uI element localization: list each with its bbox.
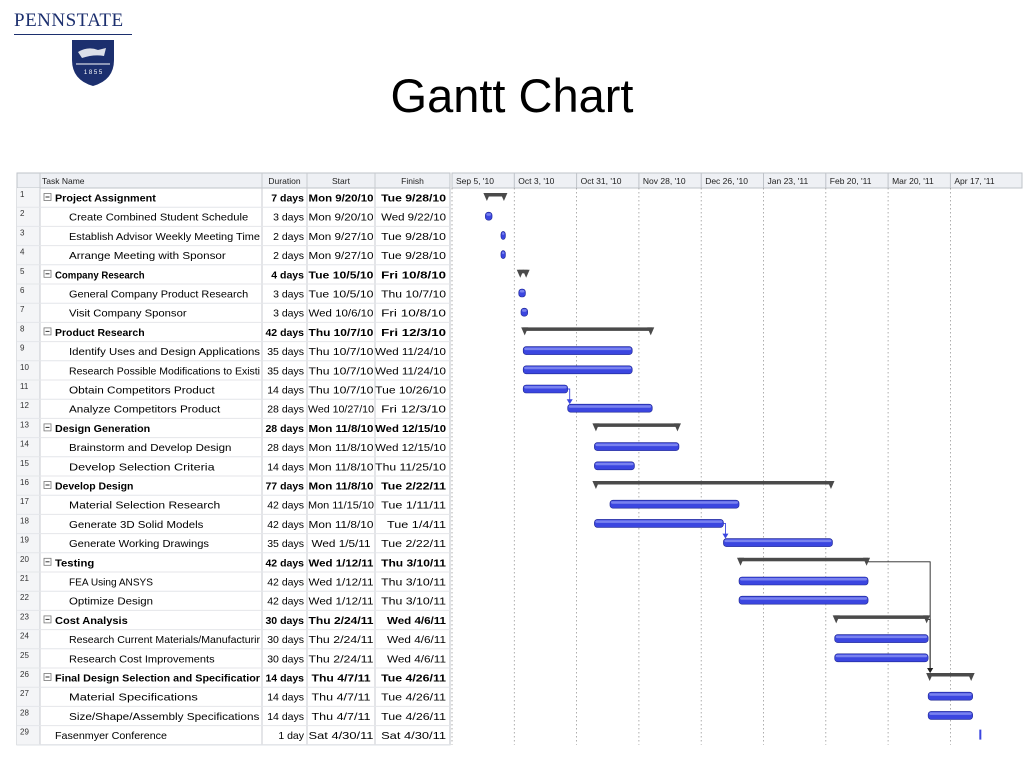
row-number: 5 bbox=[20, 266, 25, 276]
task-duration: 30 days bbox=[267, 653, 304, 666]
summary-start-marker bbox=[517, 270, 524, 278]
summary-start-marker bbox=[833, 615, 840, 623]
task-name: Brainstorm and Develop Design bbox=[69, 442, 232, 455]
task-duration: 14 days bbox=[267, 384, 304, 397]
task-start: Mon 9/20/10 bbox=[308, 192, 374, 205]
row-number: 17 bbox=[20, 497, 29, 507]
task-finish: Tue 4/26/11 bbox=[381, 691, 447, 704]
row-number: 23 bbox=[20, 612, 29, 622]
summary-bar bbox=[523, 327, 652, 331]
task-start: Thu 4/7/11 bbox=[311, 710, 371, 723]
row-number: 13 bbox=[20, 420, 29, 430]
task-start: Thu 10/7/10 bbox=[308, 346, 374, 359]
task-finish: Tue 1/11/11 bbox=[381, 499, 447, 512]
row-number: 21 bbox=[20, 574, 29, 583]
task-duration: 7 days bbox=[271, 192, 304, 205]
task-bar-highlight bbox=[595, 444, 678, 447]
task-duration: 2 days bbox=[273, 250, 304, 263]
task-name: Material Selection Research bbox=[69, 499, 221, 512]
task-name: Research Current Materials/Manufacturir bbox=[69, 634, 261, 647]
task-start: Mon 11/8/10 bbox=[308, 461, 374, 474]
row-number: 4 bbox=[20, 247, 25, 257]
task-duration: 35 days bbox=[267, 346, 304, 359]
task-duration: 42 days bbox=[265, 557, 304, 570]
task-duration: 35 days bbox=[267, 538, 304, 551]
column-header: Finish bbox=[401, 176, 424, 186]
timeline-label: Jan 23, '11 bbox=[767, 176, 809, 186]
task-bar-highlight bbox=[595, 520, 722, 523]
dependency-link bbox=[928, 619, 930, 670]
summary-start-marker bbox=[926, 673, 933, 681]
timeline-label: Oct 3, '10 bbox=[518, 176, 555, 186]
logo-wordmark: PENNSTATE bbox=[14, 10, 124, 31]
task-bar-highlight bbox=[569, 405, 652, 408]
task-finish: Thu 3/10/11 bbox=[381, 595, 447, 608]
summary-start-marker bbox=[592, 481, 599, 489]
task-finish: Fri 12/3/10 bbox=[381, 403, 447, 416]
task-name: Establish Advisor Weekly Meeting Time bbox=[69, 230, 261, 243]
task-bar-highlight bbox=[929, 693, 972, 696]
row-number: 11 bbox=[20, 382, 29, 391]
task-name: Testing bbox=[55, 557, 95, 570]
task-name: Research Cost Improvements bbox=[69, 653, 215, 666]
task-start: Thu 10/7/10 bbox=[308, 384, 374, 397]
row-number: 28 bbox=[20, 708, 29, 718]
task-name: Company Research bbox=[55, 269, 145, 282]
column-header: Start bbox=[332, 176, 350, 186]
task-bar-highlight bbox=[502, 252, 504, 255]
milestone-bar bbox=[979, 730, 981, 740]
task-duration: 3 days bbox=[273, 307, 304, 320]
dependency-arrow bbox=[722, 534, 728, 539]
task-start: Thu 2/24/11 bbox=[308, 634, 374, 647]
row-number: 12 bbox=[20, 401, 29, 411]
timeline-label: Feb 20, '11 bbox=[829, 176, 872, 186]
task-finish: Tue 10/26/10 bbox=[375, 384, 447, 397]
task-name: Visit Company Sponsor bbox=[69, 307, 188, 320]
task-finish: Tue 9/28/10 bbox=[381, 250, 447, 263]
task-duration: 3 days bbox=[273, 211, 304, 224]
task-duration: 42 days bbox=[267, 499, 304, 512]
task-start: Mon 11/8/10 bbox=[308, 422, 374, 435]
task-duration: 42 days bbox=[267, 576, 304, 589]
task-finish: Tue 9/28/10 bbox=[381, 192, 447, 205]
task-start: Thu 2/24/11 bbox=[308, 614, 374, 627]
task-finish: Wed 11/24/10 bbox=[375, 365, 447, 378]
task-duration: 35 days bbox=[267, 365, 304, 378]
task-duration: 4 days bbox=[271, 269, 304, 282]
task-duration: 28 days bbox=[267, 403, 304, 416]
dependency-arrow bbox=[567, 399, 573, 404]
summary-start-marker bbox=[521, 327, 528, 335]
task-start: Mon 9/20/10 bbox=[308, 211, 374, 224]
timeline-label: Mar 20, '11 bbox=[892, 176, 934, 186]
row-number: 10 bbox=[20, 362, 29, 372]
task-name: Research Possible Modifications to Existi bbox=[69, 365, 260, 378]
task-name: Develop Design bbox=[55, 480, 134, 493]
task-finish: Tue 9/28/10 bbox=[381, 230, 447, 243]
task-start: Mon 11/15/10 bbox=[308, 499, 375, 512]
summary-start-marker bbox=[737, 558, 744, 566]
row-number: 29 bbox=[20, 727, 29, 737]
task-bar-highlight bbox=[836, 655, 927, 658]
task-start: Thu 4/7/11 bbox=[311, 691, 371, 704]
task-bar-highlight bbox=[611, 501, 738, 504]
task-bar-highlight bbox=[520, 290, 525, 293]
task-duration: 14 days bbox=[267, 710, 304, 723]
row-number: 24 bbox=[20, 631, 29, 641]
task-start: Mon 11/8/10 bbox=[308, 442, 374, 455]
task-name: Size/Shape/Assembly Specifications bbox=[69, 710, 260, 723]
task-finish: Thu 10/7/10 bbox=[381, 288, 447, 301]
summary-bar bbox=[739, 558, 868, 562]
row-number: 18 bbox=[20, 516, 29, 526]
task-name: Fasenmyer Conference bbox=[55, 730, 168, 743]
task-start: Wed 1/5/11 bbox=[311, 538, 371, 551]
task-duration: 2 days bbox=[273, 230, 304, 243]
dependency-arrow bbox=[927, 668, 933, 673]
task-bar-highlight bbox=[740, 597, 867, 600]
task-finish: Wed 4/6/11 bbox=[387, 634, 447, 647]
task-name: Final Design Selection and Specificatior bbox=[55, 672, 260, 685]
task-start: Mon 11/8/10 bbox=[308, 480, 374, 493]
task-finish: Tue 2/22/11 bbox=[381, 538, 447, 551]
row-number: 14 bbox=[20, 439, 29, 449]
task-start: Tue 10/5/10 bbox=[308, 288, 374, 301]
task-duration: 1 day bbox=[278, 730, 304, 743]
summary-bar bbox=[594, 481, 832, 485]
task-name: Project Assignment bbox=[55, 192, 157, 205]
row-number: 26 bbox=[20, 670, 29, 679]
task-finish: Tue 2/22/11 bbox=[381, 480, 447, 493]
task-start: Thu 2/24/11 bbox=[308, 653, 374, 666]
task-start: Wed 10/6/10 bbox=[308, 307, 374, 320]
row-number: 3 bbox=[20, 228, 25, 238]
task-duration: 30 days bbox=[265, 614, 304, 627]
task-name: Obtain Competitors Product bbox=[69, 384, 215, 397]
task-start: Mon 11/8/10 bbox=[308, 518, 374, 531]
task-name: Product Research bbox=[55, 326, 145, 339]
task-name: FEA Using ANSYS bbox=[69, 576, 153, 589]
row-number: 22 bbox=[20, 593, 29, 603]
task-name: Design Generation bbox=[55, 422, 151, 435]
task-bar-highlight bbox=[524, 367, 631, 370]
timeline-label: Apr 17, '11 bbox=[954, 176, 995, 186]
row-number: 6 bbox=[20, 286, 25, 295]
summary-end-marker bbox=[827, 481, 834, 489]
task-duration: 42 days bbox=[267, 595, 304, 608]
task-start: Thu 10/7/10 bbox=[308, 365, 374, 378]
task-name: Material Specifications bbox=[69, 691, 198, 704]
task-bar-highlight bbox=[524, 386, 567, 389]
task-start: Wed 1/12/11 bbox=[308, 557, 374, 570]
logo-year: 1 8 5 5 bbox=[83, 70, 103, 76]
task-name: Generate Working Drawings bbox=[69, 538, 209, 551]
row-number: 20 bbox=[20, 554, 29, 564]
task-start: Sat 4/30/11 bbox=[308, 730, 374, 743]
task-finish: Wed 11/24/10 bbox=[375, 346, 447, 359]
column-header: Duration bbox=[268, 176, 301, 186]
task-duration: 28 days bbox=[267, 442, 304, 455]
task-duration: 3 days bbox=[273, 288, 304, 301]
task-start: Mon 9/27/10 bbox=[308, 250, 374, 263]
task-name: Develop Selection Criteria bbox=[69, 461, 215, 474]
summary-end-marker bbox=[500, 193, 507, 201]
summary-end-marker bbox=[647, 327, 654, 335]
task-finish: Wed 12/15/10 bbox=[375, 422, 447, 435]
task-start: Thu 4/7/11 bbox=[311, 672, 371, 685]
task-duration: 14 days bbox=[265, 672, 304, 685]
task-finish: Thu 11/25/10 bbox=[375, 461, 447, 474]
task-start: Tue 10/5/10 bbox=[308, 269, 374, 282]
task-name: Cost Analysis bbox=[55, 614, 128, 627]
summary-start-marker bbox=[483, 193, 490, 201]
summary-bar bbox=[594, 423, 679, 427]
task-finish: Tue 1/4/11 bbox=[387, 518, 447, 531]
task-bar-highlight bbox=[836, 636, 927, 639]
task-duration: 14 days bbox=[267, 461, 304, 474]
task-finish: Thu 3/10/11 bbox=[381, 576, 447, 589]
summary-start-marker bbox=[592, 423, 599, 431]
row-number: 9 bbox=[20, 343, 25, 353]
timeline-label: Nov 28, '10 bbox=[642, 176, 686, 186]
row-number: 2 bbox=[20, 209, 25, 219]
task-bar-highlight bbox=[502, 232, 504, 235]
task-finish: Fri 10/8/10 bbox=[381, 307, 447, 320]
task-name: Create Combined Student Schedule bbox=[69, 211, 249, 224]
task-finish: Tue 4/26/11 bbox=[381, 672, 447, 685]
task-start: Mon 9/27/10 bbox=[308, 230, 374, 243]
timeline-label: Dec 26, '10 bbox=[705, 176, 748, 186]
task-finish: Sat 4/30/11 bbox=[381, 730, 447, 743]
task-finish: Wed 9/22/10 bbox=[381, 211, 447, 224]
task-bar-highlight bbox=[486, 213, 491, 216]
task-name: Generate 3D Solid Models bbox=[69, 518, 204, 531]
task-finish: Wed 12/15/10 bbox=[375, 442, 447, 455]
task-bar-highlight bbox=[595, 463, 633, 466]
row-number: 7 bbox=[20, 305, 25, 315]
row-number: 19 bbox=[20, 535, 29, 545]
task-name: Optimize Design bbox=[69, 595, 154, 608]
task-bar-highlight bbox=[740, 578, 867, 581]
row-number: 25 bbox=[20, 650, 29, 660]
row-number: 15 bbox=[20, 458, 29, 468]
task-name: Analyze Competitors Product bbox=[69, 403, 221, 416]
task-bar-highlight bbox=[524, 348, 631, 351]
column-header: Task Name bbox=[42, 176, 85, 186]
summary-end-marker bbox=[674, 423, 681, 431]
task-duration: 42 days bbox=[267, 518, 304, 531]
summary-end-marker bbox=[968, 673, 975, 681]
task-finish: Fri 12/3/10 bbox=[381, 326, 447, 339]
task-duration: 14 days bbox=[267, 691, 304, 704]
task-finish: Tue 4/26/11 bbox=[381, 710, 447, 723]
row-number: 8 bbox=[20, 324, 25, 334]
task-finish: Wed 4/6/11 bbox=[387, 614, 447, 627]
task-name: General Company Product Research bbox=[69, 288, 249, 301]
task-duration: 42 days bbox=[265, 326, 304, 339]
task-name: Identify Uses and Design Applications bbox=[69, 346, 260, 359]
summary-end-marker bbox=[523, 270, 530, 278]
task-duration: 77 days bbox=[265, 480, 304, 493]
task-duration: 28 days bbox=[265, 422, 304, 435]
task-start: Wed 1/12/11 bbox=[308, 576, 374, 589]
task-finish: Wed 4/6/11 bbox=[387, 653, 447, 666]
task-start: Wed 1/12/11 bbox=[308, 595, 374, 608]
row-number: 27 bbox=[20, 689, 29, 699]
task-name: Arrange Meeting with Sponsor bbox=[69, 250, 227, 263]
slide-title: Gantt Chart bbox=[390, 69, 634, 122]
task-bar-highlight bbox=[724, 540, 831, 543]
task-bar-highlight bbox=[522, 309, 527, 312]
task-bar-highlight bbox=[929, 712, 972, 715]
task-start: Wed 10/27/10 bbox=[308, 403, 375, 416]
task-finish: Fri 10/8/10 bbox=[381, 269, 447, 282]
task-finish: Thu 3/10/11 bbox=[381, 557, 447, 570]
summary-bar bbox=[928, 673, 973, 677]
timeline-label: Oct 31, '10 bbox=[580, 176, 622, 186]
timeline-label: Sep 5, '10 bbox=[456, 176, 495, 186]
row-number: 16 bbox=[20, 478, 29, 487]
task-duration: 30 days bbox=[267, 634, 304, 647]
task-start: Thu 10/7/10 bbox=[308, 326, 374, 339]
summary-bar bbox=[835, 615, 928, 619]
row-number: 1 bbox=[20, 190, 25, 199]
